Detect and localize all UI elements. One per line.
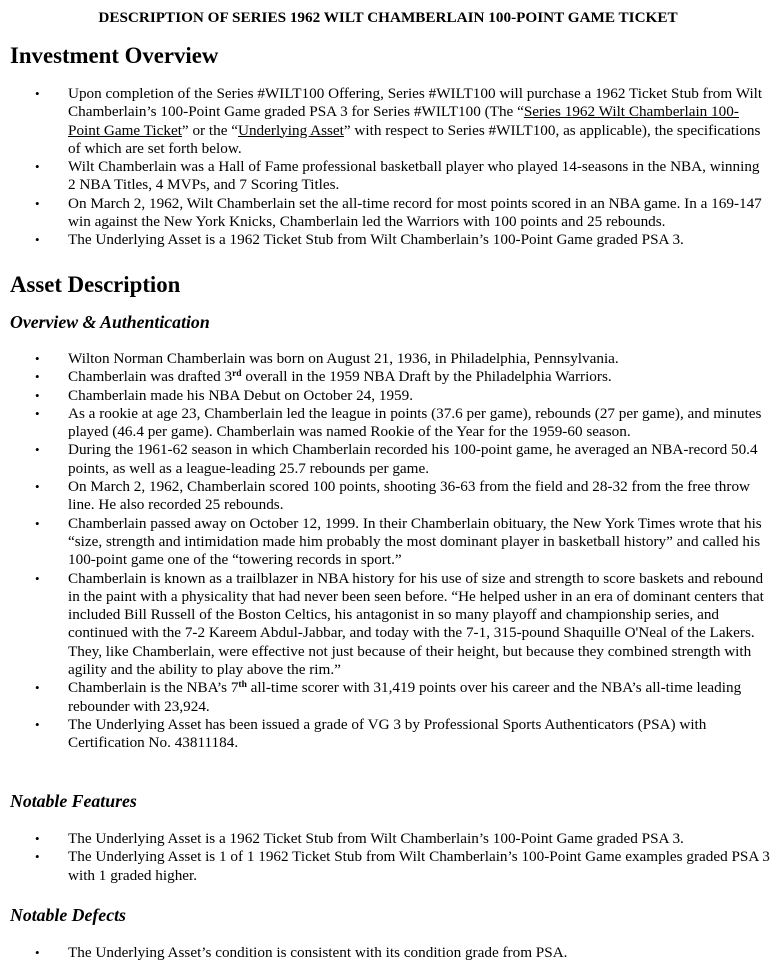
item-text: Upon completion of the Series #WILT100 Offering, Series #WILT100 will purchase a 1962 Ticket Stub from Wilt Chamberlain’s 100-Point Game graded PSA 3 for Series #WILT100 (The “ [68, 85, 763, 121]
document-title: DESCRIPTION OF SERIES 1962 WILT CHAMBERLAIN 100-POINT GAME TICKET [98, 9, 678, 26]
list-item [0, 387, 776, 405]
list-item [0, 350, 776, 368]
item-text: The Underlying Asset is a 1962 Ticket Stub from Wilt Chamberlain’s 100-Point Game graded PSA 3. [68, 830, 684, 847]
bullet-icon: • [35, 515, 40, 531]
defined-term-underlying-asset: Underlying Asset [238, 121, 344, 139]
investment-overview-list [0, 85, 776, 250]
list-item [0, 85, 776, 158]
notable-defects-list [0, 944, 776, 962]
item-text: all-time scorer with 31,419 points over his career and the NBA’s all-time leading rebounder with 23,924. [68, 679, 742, 715]
item-text: On March 2, 1962, Wilt Chamberlain set the all-time record for most points scored in an NBA game. In a 169-147 win against the New York Knicks, Chamberlain led the Warriors with 100 points and 25 rebounds. [68, 194, 762, 231]
investment-overview-heading: Investment Overview [10, 43, 219, 68]
ordinal-suffix: rd [232, 369, 242, 380]
bullet-icon: • [35, 159, 40, 175]
list-item [0, 848, 776, 885]
list-item [0, 195, 776, 232]
item-text: During the 1961-62 season in which Chamberlain recorded his 100-point game, he averaged an NBA-record 50.4 points, as well as a league-leading 25.7 rebounds per game. [68, 441, 758, 477]
item-text: On March 2, 1962, Chamberlain scored 100 points, shooting 36-63 from the field and 28-32 from the free throw line. He also recorded 25 rebounds. [68, 478, 751, 514]
bullet-icon: • [35, 387, 40, 403]
bullet-icon: • [35, 369, 40, 385]
item-text: The Underlying Asset has been issued a grade of VG 3 by Professional Sports Authenticators (PSA) with Certification No. 43811184. [68, 715, 707, 752]
list-item [0, 716, 776, 753]
list-item [0, 231, 776, 249]
notable-defects-subheading: Notable Defects [10, 905, 126, 925]
list-item [0, 368, 776, 386]
item-text: ” or the “ [181, 121, 238, 139]
list-item [0, 405, 776, 442]
bullet-icon: • [35, 232, 40, 248]
item-text: overall in the 1959 NBA Draft by the Philadelphia Warriors. [241, 368, 612, 386]
notable-features-list [0, 830, 776, 885]
bullet-icon: • [35, 351, 40, 366]
overview-authentication-subheading: Overview & Authentication [10, 312, 210, 332]
item-text: The Underlying Asset’s condition is consistent with its condition grade from PSA. [68, 944, 568, 961]
item-text: ” with respect to Series #WILT100, as applicable), the specifications of which are set forth below. [68, 121, 761, 157]
list-item [0, 158, 776, 195]
asset-description-heading: Asset Description [10, 272, 181, 297]
bullet-icon: • [35, 849, 40, 865]
bullet-icon: • [35, 831, 40, 846]
notable-features-subheading: Notable Features [10, 791, 137, 811]
list-item [0, 830, 776, 848]
item-text: The Underlying Asset is a 1962 Ticket Stub from Wilt Chamberlain’s 100-Point Game graded PSA 3. [68, 231, 684, 249]
bullet-icon: • [35, 405, 40, 421]
bullet-icon: • [35, 86, 40, 101]
item-text: The Underlying Asset is 1 of 1 1962 Ticket Stub from Wilt Chamberlain’s 100-Point Game examples graded PSA 3 with 1 graded higher. [68, 848, 770, 884]
item-text: Wilt Chamberlain was a Hall of Fame professional basketball player who played 14-seasons in the NBA, winning 2 NBA Titles, 4 MVPs, and 7 Scoring Titles. [68, 158, 760, 194]
item-text: Chamberlain made his NBA Debut on October 24, 1959. [68, 386, 414, 404]
bullet-icon: • [35, 680, 40, 696]
list-item [0, 570, 776, 680]
bullet-icon: • [35, 570, 40, 586]
bullet-icon: • [35, 195, 40, 211]
bullet-icon: • [35, 716, 40, 732]
item-text: Wilton Norman Chamberlain was born on August 21, 1936, in Philadelphia, Pennsylvania. [68, 350, 619, 367]
list-item [0, 441, 776, 478]
list-item [0, 515, 776, 570]
ordinal-suffix: th [238, 680, 247, 691]
item-text: Chamberlain is known as a trailblazer in NBA history for his use of size and strength to score baskets and rebound in the paint with a physicality that had never been seen before. “He helped usher in an era of dominant centers that included Bill Russell of the Boston Celtics, his antagonist in so many playoff and championship series, and continued with the 7-2 Kareem Abdul-Jabbar, and today with the 7-1, 315-pound Shaquille O'Neal of the Lakers. They, like Chamberlain, were effective not just because of their height, but because they combined strength with agility and the ability to play above the rim.” [68, 569, 764, 679]
overview-authentication-list [0, 350, 776, 753]
list-item [0, 679, 776, 716]
bullet-icon: • [35, 479, 40, 495]
list-item [0, 944, 776, 962]
bullet-icon: • [35, 945, 40, 960]
item-text: Chamberlain passed away on October 12, 1999. In their Chamberlain obituary, the New York Times wrote that his “size, strength and intimidation made him probably the most dominant player in basketball history” and called his 100-point game one of the “towering records in sport.” [68, 514, 762, 569]
bullet-icon: • [35, 442, 40, 458]
defined-term-series-ticket: Series 1962 Wilt Chamberlain 100-Point Game Ticket [68, 103, 739, 139]
item-text: Chamberlain was drafted 3 [68, 368, 233, 386]
item-text: Chamberlain is the NBA’s 7 [68, 679, 239, 697]
list-item [0, 478, 776, 515]
item-text: As a rookie at age 23, Chamberlain led the league in points (37.6 per game), rebounds (27 per game), and minutes played (46.4 per game). Chamberlain was named Rookie of the Year for the 1959-60 season. [68, 404, 762, 441]
